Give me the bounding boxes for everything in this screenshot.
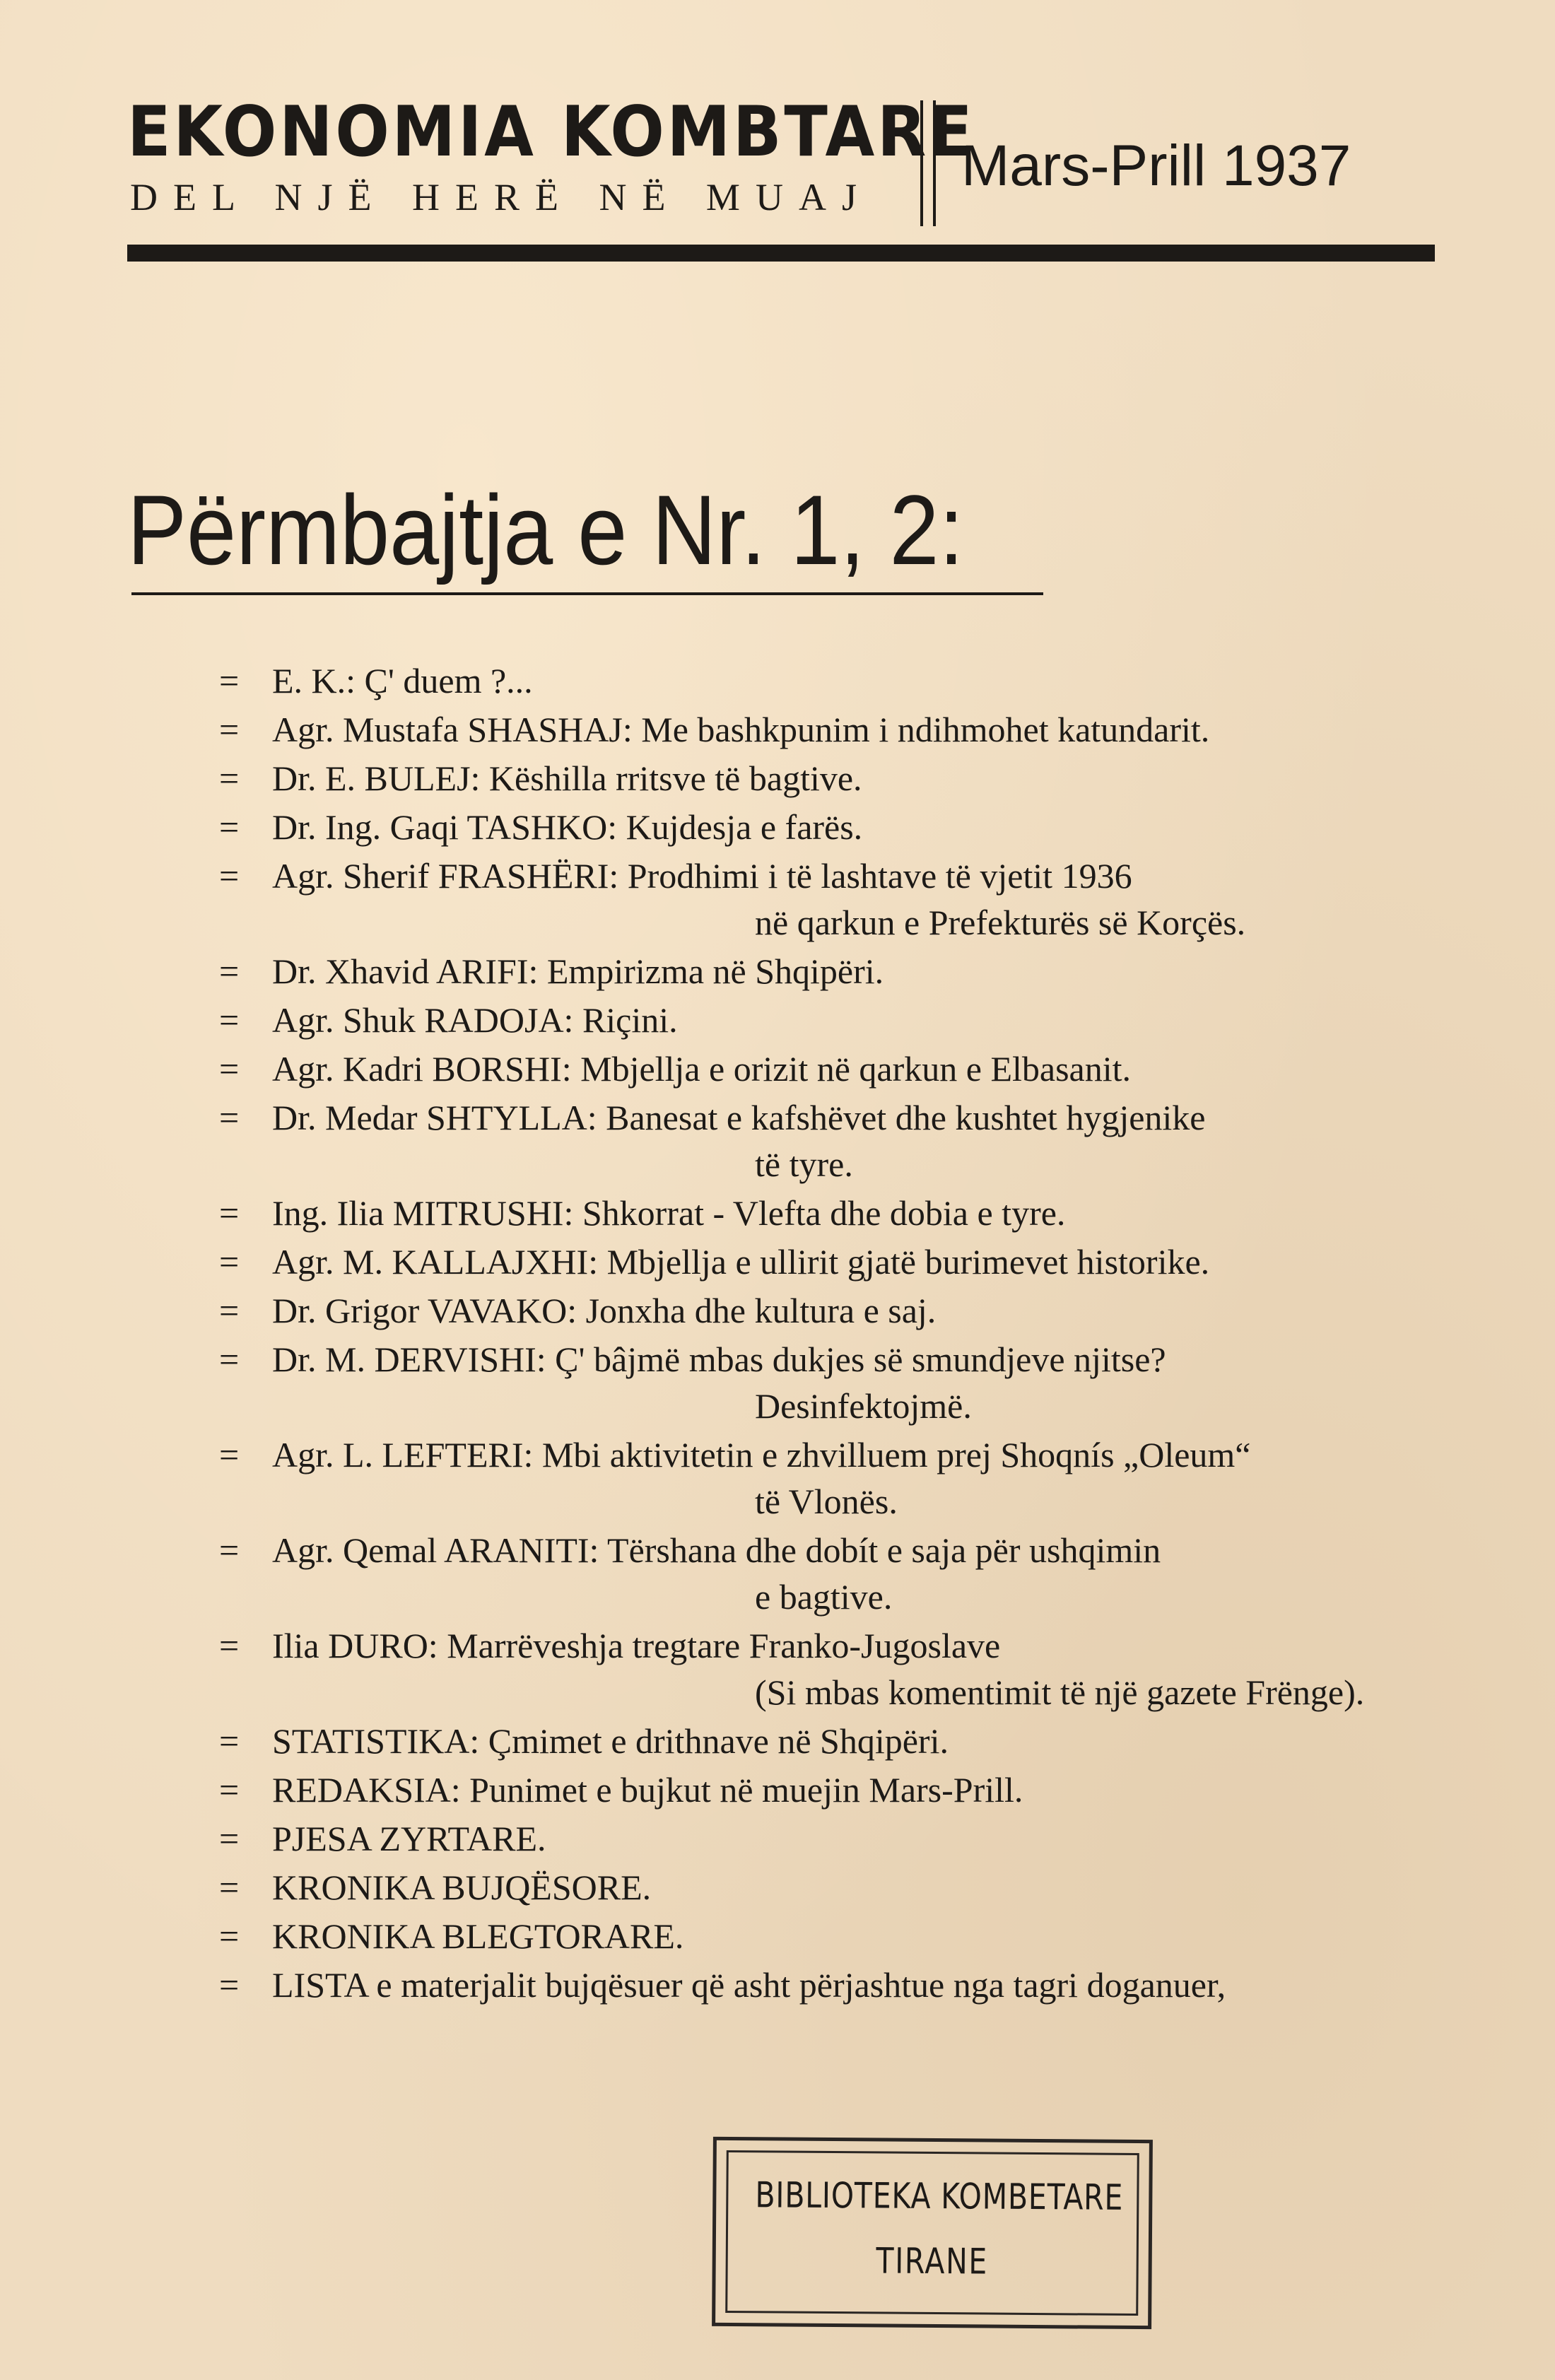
entry-text: PJESA ZYRTARE.: [272, 1819, 546, 1858]
entry-text: Dr. M. DERVISHI: Ç' bâjmë mbas dukjes së smundjeve njitse?: [272, 1340, 1166, 1379]
entry-text: REDAKSIA: Punimet e bujkut në muejin Mars-Prill.: [272, 1770, 1023, 1810]
entry-dash: =: [219, 1721, 240, 1761]
entry-dash: =: [219, 1916, 240, 1956]
stamp-line-1: BIBLIOTEKA KOMBETARE: [755, 2174, 1124, 2218]
entry-dash: =: [219, 807, 240, 847]
toc-entry: [219, 1622, 1491, 1716]
entry-dash: =: [219, 1242, 240, 1282]
entry-dash: =: [219, 1770, 240, 1810]
entry-text: Dr. Xhavid ARIFI: Empirizma në Shqipëri.: [272, 951, 884, 991]
entry-text: Ing. Ilia MITRUSHI: Shkorrat - Vlefta dhe dobia e tyre.: [272, 1193, 1066, 1233]
entry-text: Agr. M. KALLAJXHI: Mbjellja e ullirit gjatë burimevet historike.: [272, 1242, 1210, 1282]
entry-dash: =: [219, 1340, 240, 1379]
entry-text: Agr. L. LEFTERI: Mbi aktivitetin e zhvilluem prej Shoqnís „Oleum“: [272, 1435, 1251, 1475]
stamp-line-2: TIRANE: [876, 2240, 989, 2282]
toc-entry: [219, 1527, 1491, 1620]
entry-dash: =: [219, 1291, 240, 1330]
masthead: [127, 92, 1435, 262]
entry-dash: =: [219, 856, 240, 896]
toc-entry: [219, 852, 1491, 946]
entry-text: Agr. Mustafa SHASHAJ: Me bashkpunim i ndihmohet katundarit.: [272, 710, 1210, 749]
toc-entry: [219, 1336, 1491, 1429]
toc-entry: [219, 1238, 1491, 1285]
toc-entry: [219, 1766, 1491, 1813]
toc-entry: [219, 1190, 1491, 1236]
heading-underline: [131, 592, 1043, 595]
entry-dash: =: [219, 1965, 240, 2005]
entry-continuation: të Vlonës.: [755, 1482, 898, 1521]
entry-dash: =: [219, 661, 240, 700]
entry-text: Ilia DURO: Marrëveshja tregtare Franko-Jugoslave: [272, 1626, 1001, 1665]
journal-title: EKONOMIA KOMBTARE: [127, 92, 975, 172]
entry-dash: =: [219, 1435, 240, 1475]
entry-dash: =: [219, 951, 240, 991]
library-stamp: [712, 2137, 1153, 2329]
entry-text: STATISTIKA: Çmimet e drithnave në Shqipëri.: [272, 1721, 949, 1761]
entry-dash: =: [219, 1193, 240, 1233]
entry-text: KRONIKA BUJQËSORE.: [272, 1868, 652, 1907]
toc-entry: [219, 1864, 1491, 1911]
entry-text: Dr. Grigor VAVAKO: Jonxha dhe kultura e saj.: [272, 1291, 937, 1330]
entry-continuation: Desinfektojmë.: [755, 1386, 972, 1426]
entry-continuation: (Si mbas komentimit të një gazete Frënge).: [755, 1672, 1365, 1712]
entry-text: LISTA e materjalit bujqësuer që asht përjashtue nga tagri doganuer,: [272, 1965, 1226, 2005]
masthead-rule: [127, 245, 1435, 262]
toc-entry: [219, 804, 1491, 850]
entry-text: Dr. E. BULEJ: Këshilla rritsve të bagtive.: [272, 758, 862, 798]
toc-entry: [219, 1815, 1491, 1862]
entry-continuation: e bagtive.: [755, 1577, 893, 1617]
entry-text: Agr. Sherif FRASHËRI: Prodhimi i të lashtave të vjetit 1936: [272, 856, 1132, 896]
table-of-contents: [219, 657, 1491, 2010]
contents-heading: Përmbajtja e Nr. 1, 2:: [127, 474, 964, 585]
masthead-divider: [920, 100, 936, 226]
entry-dash: =: [219, 1819, 240, 1858]
toc-entry: [219, 997, 1491, 1043]
entry-continuation: të tyre.: [755, 1144, 853, 1184]
entry-continuation: në qarkun e Prefekturës së Korçës.: [755, 903, 1246, 942]
toc-entry: [219, 1962, 1491, 2008]
toc-entry: [219, 1431, 1491, 1525]
entry-dash: =: [219, 710, 240, 749]
entry-dash: =: [219, 1626, 240, 1665]
entry-text: KRONIKA BLEGTORARE.: [272, 1916, 684, 1956]
toc-entry: [219, 706, 1491, 753]
toc-entry: [219, 948, 1491, 995]
toc-entry: [219, 1913, 1491, 1959]
entry-dash: =: [219, 1049, 240, 1089]
entry-text: Agr. Kadri BORSHI: Mbjellja e orizit në qarkun e Elbasanit.: [272, 1049, 1132, 1089]
toc-entry: [219, 755, 1491, 802]
entry-dash: =: [219, 1530, 240, 1570]
toc-entry: [219, 657, 1491, 704]
toc-entry: [219, 1718, 1491, 1764]
entry-dash: =: [219, 1098, 240, 1137]
entry-text: Dr. Ing. Gaqi TASHKO: Kujdesja e farës.: [272, 807, 863, 847]
entry-dash: =: [219, 1868, 240, 1907]
entry-dash: =: [219, 758, 240, 798]
toc-entry: [219, 1287, 1491, 1334]
entry-text: Dr. Medar SHTYLLA: Banesat e kafshëvet dhe kushtet hygjenike: [272, 1098, 1206, 1137]
journal-subtitle: DEL NJË HERË NË MUAJ: [130, 176, 872, 218]
issue-date: Mars-Prill 1937: [961, 134, 1351, 198]
entry-text: Agr. Shuk RADOJA: Riçini.: [272, 1000, 678, 1040]
entry-text: E. K.: Ç' duem ?...: [272, 661, 533, 700]
toc-entry: [219, 1045, 1491, 1092]
toc-entry: [219, 1094, 1491, 1188]
entry-text: Agr. Qemal ARANITI: Tërshana dhe dobít e saja për ushqimin: [272, 1530, 1161, 1570]
entry-dash: =: [219, 1000, 240, 1040]
